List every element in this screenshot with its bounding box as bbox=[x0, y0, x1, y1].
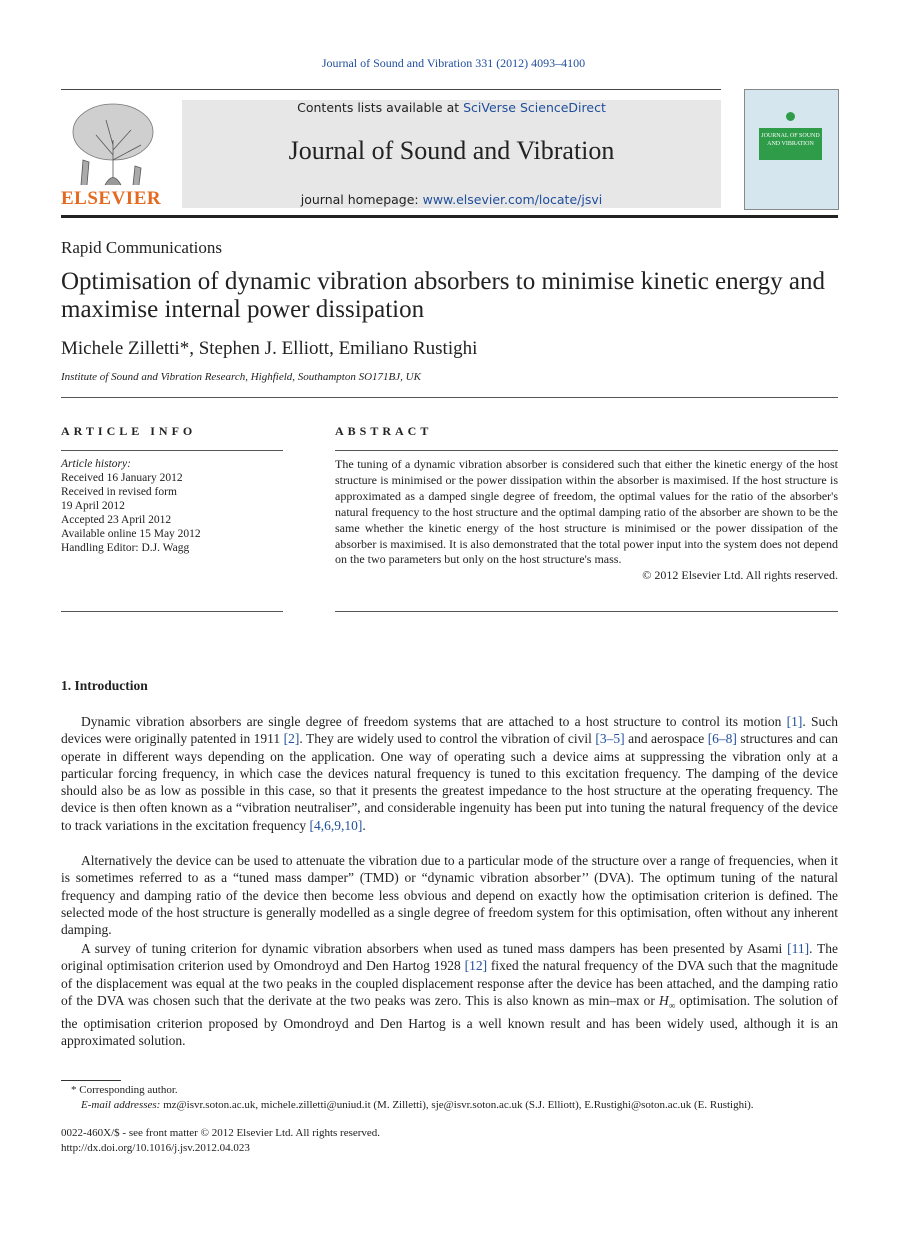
intro-paragraph-1: Dynamic vibration absorbers are single degree of freedom systems that are attached to a host structure to control its motion [1]. Such devices were originally patented in 1911 [2]. They are widely used to control the vibration of civil [3–5] and aerospace [6–8] structures and can operate in different ways depending on the application. One way of operating such a device aims at suppressing the vibration only at a particular forcing frequency, in which case the devices natural frequency is tuned to this excitation frequency. The damping of the device should also be as low as possible in this case, so that it presents the greatest impedance to the host structure at the operating frequency. The device is then often known as a “vibration neutraliser”, and considerable ingenuity has been put into tuning the natural frequency of the device to track variations in the excitation frequency [4,6,9,10]. bbox=[61, 714, 838, 833]
doi-link[interactable]: http://dx.doi.org/10.1016/j.jsv.2012.04.023 bbox=[61, 1142, 250, 1154]
intro-paragraph-3: A survey of tuning criterion for dynamic vibration absorbers when used as tuned mass dampers has been presented by Asami [11]. The original optimisation criterion used by Omondroyd and Den Hartog 1928 [12] fixed the natural frequency of the DVA such that the magnitude of the displacement was equal at the two peaks in the coupled displacement response after the device has been attached, and the damping ratio of the DVA was chosen such that the derivate at the two peaks was zero. This is also known as min–max or $H_\infty$ optimisation. The solution of the optimisation criterion proposed by Omondroyd and Den Hartog is a well known result and has been widely used, although it is an approximated solution. bbox=[61, 941, 839, 1049]
history-label: Article history: bbox=[61, 458, 131, 470]
h-infinity-symbol: H bbox=[659, 992, 669, 1008]
history-line: Handling Editor: D.J. Wagg bbox=[61, 542, 190, 554]
corresponding-author-note: * Corresponding author. bbox=[71, 1084, 178, 1096]
history-line: Available online 15 May 2012 bbox=[61, 528, 201, 540]
email-addresses[interactable]: E-mail addresses: mz@isvr.soton.ac.uk, michele.zilletti@uniud.it (M. Zilletti), sje@isvr.soton.ac.uk (S.J. Elliott), E.Rustighi@soton.ac.uk (E. Rustighi). bbox=[81, 1099, 754, 1111]
header-top-rule bbox=[61, 89, 721, 90]
article-history bbox=[61, 457, 283, 555]
footnote-rule bbox=[61, 1080, 121, 1081]
elsevier-logo[interactable] bbox=[61, 100, 161, 210]
sciencedirect-link[interactable]: SciVerse ScienceDirect bbox=[463, 100, 606, 115]
citation-link[interactable]: [1] bbox=[786, 714, 803, 729]
issn-line: 0022-460X/$ - see front matter © 2012 Elsevier Ltd. All rights reserved. bbox=[61, 1127, 381, 1139]
article-info-rule-bottom bbox=[61, 611, 283, 612]
running-head[interactable]: Journal of Sound and Vibration 331 (2012) 4093–4100 bbox=[321, 56, 586, 70]
elsevier-wordmark: ELSEVIER bbox=[61, 188, 162, 209]
citation-link[interactable]: [11] bbox=[787, 941, 810, 956]
abstract-heading: ABSTRACT bbox=[335, 424, 433, 438]
article-title: Optimisation of dynamic vibration absorbers to minimise kinetic energy and maximise internal power dissipation bbox=[61, 268, 825, 323]
homepage-link[interactable]: www.elsevier.com/locate/jsvi bbox=[422, 192, 603, 207]
article-info-heading: ARTICLE INFO bbox=[61, 424, 197, 438]
history-line: Received in revised form bbox=[61, 486, 177, 498]
citation-link[interactable]: [2] bbox=[283, 731, 300, 747]
citation-link[interactable]: [3–5] bbox=[595, 731, 625, 747]
history-line: Accepted 23 April 2012 bbox=[61, 514, 172, 526]
affiliation: Institute of Sound and Vibration Research, Highfield, Southampton SO171BJ, UK bbox=[61, 371, 421, 383]
section-heading-introduction: 1. Introduction bbox=[61, 678, 148, 693]
abstract-copyright: © 2012 Elsevier Ltd. All rights reserved. bbox=[642, 568, 838, 583]
journal-banner bbox=[182, 100, 721, 208]
author-list[interactable]: Michele Zilletti*, Stephen J. Elliott, Emiliano Rustighi bbox=[61, 338, 478, 359]
article-info-rule-top bbox=[61, 450, 283, 451]
cover-title: JOURNAL OF SOUND AND VIBRATION bbox=[759, 128, 822, 160]
elsevier-tree-icon bbox=[61, 100, 161, 188]
history-line: Received 16 January 2012 bbox=[61, 472, 183, 484]
abstract-rule-top bbox=[335, 450, 838, 451]
history-line: 19 April 2012 bbox=[61, 500, 125, 512]
citation-link[interactable]: [4,6,9,10] bbox=[309, 817, 363, 833]
section-type: Rapid Communications bbox=[61, 238, 223, 257]
title-divider bbox=[61, 397, 838, 398]
citation-link[interactable]: [12] bbox=[464, 958, 488, 974]
citation-link[interactable]: [6–8] bbox=[707, 731, 737, 747]
intro-paragraph-2: Alternatively the device can be used to attenuate the vibration due to a particular mode of the structure over a range of frequencies, when it is sometimes referred to as a “tuned mass damper” (TMD) or “dynamic vibration absorber’’ (DVA). The optimum tuning of the natural frequency and damping ratio of the device then become less obvious and depend on exactly how the optimisation criterion is defined. The selected mode of the host structure is generally modelled as a single degree of freedom system for this optimisation, often without any inherent damping. bbox=[61, 853, 838, 938]
homepage-line: journal homepage: www.elsevier.com/locate/jsvi bbox=[300, 192, 603, 207]
abstract-body bbox=[335, 457, 838, 584]
contents-line: Contents lists available at SciVerse ScienceDirect bbox=[297, 100, 606, 115]
abstract-text: The tuning of a dynamic vibration absorber is considered such that either the kinetic energy of the host structure is minimised or the power dissipation within the absorber is maximised. If the host structure is approximated as a damped single degree of freedom, the optimal values for the ratio of the absorber's natural frequency to the host structure and the optimal damping ratio of the absorber are shown to be the same whether the kinetic energy of the host structure is minimised or the power dissipation of the absorber is maximised. It is also demonstrated that the total power input into the system does not depend on the two parameters but only on the host structure's mass. bbox=[335, 457, 838, 567]
journal-title: Journal of Sound and Vibration bbox=[288, 136, 615, 165]
abstract-rule-bottom bbox=[335, 611, 838, 612]
header-bottom-rule bbox=[61, 215, 838, 218]
journal-cover-image[interactable] bbox=[744, 89, 839, 210]
cover-emblem-icon bbox=[786, 112, 795, 121]
